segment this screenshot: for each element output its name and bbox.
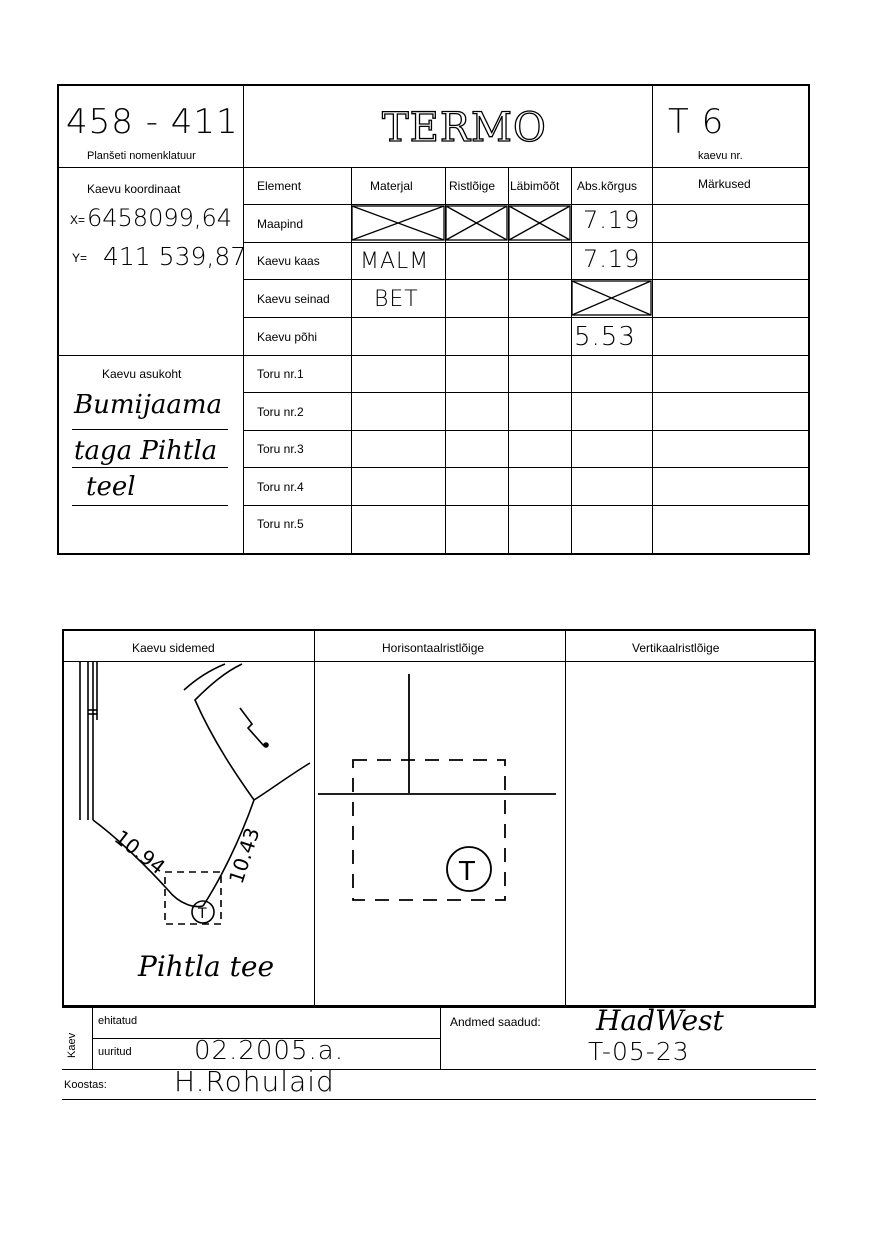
location-line-2: taga Pihtla: [74, 436, 218, 466]
row-label-maapind: Maapind: [257, 217, 304, 231]
footer-mid-line: [440, 1007, 441, 1069]
well-number-label: kaevu nr.: [698, 150, 743, 162]
material-kaevu-seinad: BET: [374, 287, 419, 312]
footer-side-label: Kaev: [66, 1032, 78, 1058]
location-label: Kaevu asukoht: [102, 367, 182, 381]
data-received-value-2: T-05-23: [588, 1037, 690, 1066]
drawing-title-horizontal: Horisontaalristlõige: [382, 641, 485, 655]
data-received-value-1: HadWest: [596, 1004, 724, 1037]
col-header-material: Materjal: [370, 179, 413, 193]
drawing-title-vertical: Vertikaalristlõige: [632, 641, 720, 655]
col-header-abs-height: Abs.kõrgus: [577, 179, 638, 193]
dist-label-b: 10.43: [223, 824, 265, 887]
well-number-value: T 6: [668, 102, 725, 142]
abs-height-kaevu-kaas: 7.19: [583, 245, 641, 273]
row-label-toru-2: Toru nr.2: [257, 405, 304, 419]
row-label-kaevu-seinad: Kaevu seinad: [257, 292, 330, 306]
street-name: Pihtla tee: [138, 950, 275, 983]
map-sheet-value: 458 - 411: [66, 102, 239, 142]
coordinates-label: Kaevu koordinaat: [87, 182, 181, 196]
coord-y-prefix: Y=: [72, 251, 88, 265]
map-sheet-label: Planšeti nomenklatuur: [87, 150, 196, 162]
material-kaevu-kaas: MALM: [360, 249, 430, 274]
row-label-kaevu-pohi: Kaevu põhi: [257, 330, 318, 344]
coord-x-value: 6458099,64: [87, 204, 233, 232]
author-value: H.Rohulaid: [174, 1065, 335, 1098]
col-header-element: Element: [257, 179, 302, 193]
row-label-toru-3: Toru nr.3: [257, 442, 304, 456]
built-label: ehitatud: [98, 1015, 138, 1027]
footer-author-line: [62, 1099, 816, 1100]
author-label: Koostas:: [64, 1079, 107, 1091]
form-title: TERMO: [382, 105, 547, 151]
checked-value: 02.2005.a.: [194, 1036, 344, 1066]
row-label-toru-1: Toru nr.1: [257, 367, 304, 381]
col-header-cross-section: Ristlõige: [449, 179, 496, 193]
col-header-diameter: Läbimõõt: [510, 179, 560, 193]
row-label-kaevu-kaas: Kaevu kaas: [257, 254, 320, 268]
coord-y-value: 411 539,87: [103, 242, 247, 271]
coord-x-prefix: X=: [70, 213, 86, 227]
col-header-notes: Märkused: [698, 177, 751, 191]
row-label-toru-5: Toru nr.5: [257, 517, 304, 531]
dist-label-a: 10.94: [109, 825, 170, 880]
checked-label: uuritud: [98, 1046, 132, 1058]
drawing-title-connections: Kaevu sidemed: [132, 641, 215, 655]
well-symbol-small: T: [198, 906, 207, 922]
location-line-3: teel: [86, 472, 136, 502]
data-received-label: Andmed saadud:: [450, 1015, 541, 1029]
abs-height-kaevu-pohi: 5.53: [574, 322, 636, 352]
well-symbol-large: T: [459, 857, 475, 887]
row-label-toru-4: Toru nr.4: [257, 480, 304, 494]
abs-height-maapind: 7.19: [583, 206, 641, 234]
location-line-1: Bumijaama: [74, 390, 223, 420]
